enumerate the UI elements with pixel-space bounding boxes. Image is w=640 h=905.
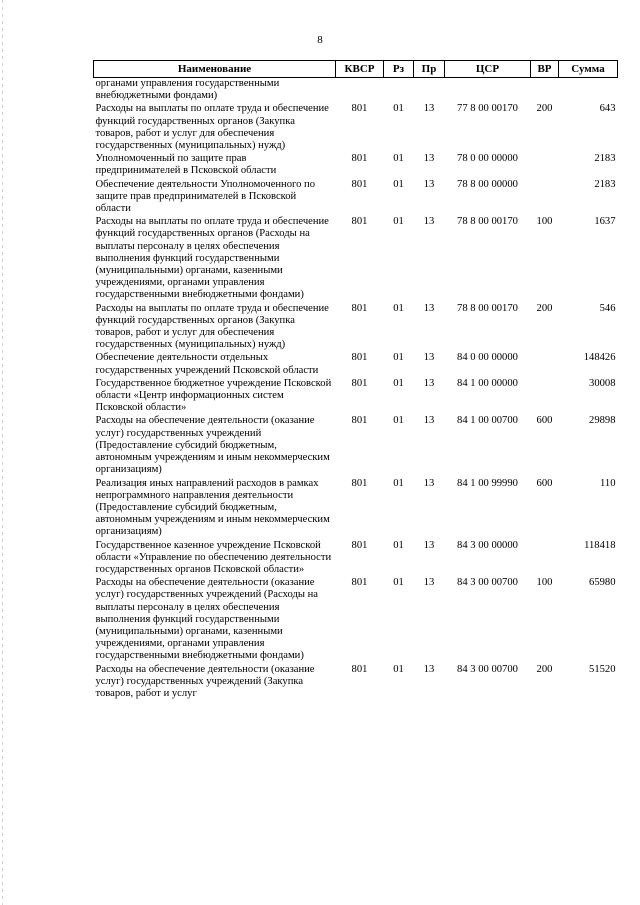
cell-pr: 13 <box>423 352 435 364</box>
cell-name: Расходы на обеспечение деятельности (оказание услуг) государственных учреждений (Расходы на выплаты персоналу в целях обеспечения выполнения функций государственными (муниципальными) органами, казенными учреждениями, органами управления государственными внебюджетными фондами) <box>95 577 318 662</box>
cell-vr <box>531 179 559 217</box>
cell-name: Государственное бюджетное учреждение Псковской области «Центр информационных систем Псковской области» <box>95 377 332 414</box>
cell-sum: 30008 <box>589 377 616 389</box>
cell-csr: 84 3 00 00700 <box>457 663 518 675</box>
header-rz: Рз <box>384 61 414 78</box>
cell-name: Расходы на обеспечение деятельности (оказание услуг) государственных учреждений (Предоставление субсидий бюджетным, автономным учреждениям и иным некоммерческим организациям) <box>95 415 330 476</box>
cell-rz: 01 <box>393 415 404 427</box>
cell-pr <box>414 78 445 104</box>
cell-sum: 1637 <box>594 216 616 228</box>
cell-sum: 148426 <box>583 352 616 364</box>
cell-rz: 01 <box>393 178 404 190</box>
cell-sum: 2183 <box>594 153 616 165</box>
cell-sum: 110 <box>600 477 616 489</box>
cell-csr: 77 8 00 00170 <box>457 103 518 115</box>
cell-csr: 84 1 00 00700 <box>457 415 518 427</box>
cell-kvsr: 801 <box>351 178 368 190</box>
cell-kvsr: 801 <box>351 539 368 551</box>
cell-kvsr <box>336 78 384 104</box>
cell-rz: 01 <box>393 539 404 551</box>
cell-rz: 01 <box>393 302 404 314</box>
cell-name: Государственное казенное учреждение Псковской области «Управление по обеспечению деятельности государственных органов Псковской области» <box>95 539 332 575</box>
table-row <box>94 415 618 477</box>
table-row <box>94 153 618 178</box>
cell-sum: 65980 <box>589 577 616 589</box>
cell-vr: 100 <box>536 216 553 228</box>
cell-csr: 84 0 00 00000 <box>457 352 518 364</box>
table-row <box>94 179 618 217</box>
cell-vr <box>531 378 559 416</box>
cell-pr: 13 <box>423 477 435 489</box>
cell-name: Обеспечение деятельности Уполномоченного по защите прав предпринимателей в Псковской области <box>95 178 316 215</box>
cell-sum <box>559 78 618 104</box>
cell-kvsr: 801 <box>351 302 368 314</box>
cell-kvsr: 801 <box>351 663 368 675</box>
cell-name: Реализация иных направлений расходов в рамках непрограммного направления деятельности (Предоставление субсидий бюджетным, автономным учреждениям и иным некоммерческим организациям) <box>95 477 330 538</box>
cell-vr: 200 <box>536 103 553 115</box>
cell-pr: 13 <box>423 178 435 190</box>
cell-kvsr: 801 <box>351 377 368 389</box>
cell-csr: 78 8 00 00000 <box>457 178 518 190</box>
header-kvsr: КВСР <box>336 61 384 78</box>
header-pr: Пр <box>414 61 445 78</box>
table-row <box>94 78 618 104</box>
table-row <box>94 352 618 377</box>
cell-name: Уполномоченный по защите прав предпринимателей в Псковской области <box>95 153 277 177</box>
table-row <box>94 540 618 578</box>
table-row <box>94 303 618 353</box>
cell-vr <box>531 352 559 377</box>
cell-kvsr: 801 <box>351 352 368 364</box>
cell-rz: 01 <box>393 477 404 489</box>
cell-vr: 600 <box>536 477 553 489</box>
cell-pr: 13 <box>423 577 435 589</box>
cell-name: Расходы на выплаты по оплате труда и обеспечение функций государственных органов (Закупка товаров, работ и услуг для обеспечения государственных (муниципальных) нужд) <box>95 103 329 152</box>
table-row <box>94 577 618 663</box>
cell-rz: 01 <box>393 153 404 165</box>
cell-sum: 29898 <box>589 415 616 427</box>
cell-csr: 78 8 00 00170 <box>457 302 518 314</box>
cell-sum: 118418 <box>584 539 616 551</box>
cell-name: Обеспечение деятельности отдельных государственных учреждений Псковской области <box>95 352 319 376</box>
cell-csr: 84 3 00 00700 <box>457 577 518 589</box>
cell-rz: 01 <box>393 352 404 364</box>
cell-vr <box>531 540 559 578</box>
cell-sum: 546 <box>599 302 616 314</box>
cell-pr: 13 <box>423 103 435 115</box>
cell-vr: 200 <box>536 302 553 314</box>
cell-kvsr: 801 <box>351 477 368 489</box>
cell-sum: 643 <box>599 103 616 115</box>
cell-name: Расходы на обеспечение деятельности (оказание услуг) государственных учреждений (Закупка товаров, работ и услуг <box>95 663 315 699</box>
cell-kvsr: 801 <box>351 577 368 589</box>
cell-kvsr: 801 <box>351 216 368 228</box>
cell-kvsr: 801 <box>351 153 368 165</box>
cell-vr: 600 <box>536 415 553 427</box>
cell-name: органами управления государственными внебюджетными фондами) <box>95 78 280 102</box>
cell-rz: 01 <box>393 103 404 115</box>
cell-csr: 78 8 00 00170 <box>457 216 518 228</box>
cell-rz: 01 <box>393 577 404 589</box>
table-row <box>94 103 618 153</box>
cell-vr <box>531 153 559 178</box>
cell-vr: 100 <box>536 577 553 589</box>
cell-csr: 84 1 00 00000 <box>457 377 518 389</box>
cell-csr: 78 0 00 00000 <box>457 153 518 165</box>
cell-sum: 2183 <box>594 178 616 190</box>
cell-pr: 13 <box>423 377 435 389</box>
header-name: Наименование <box>94 61 336 78</box>
cell-pr: 13 <box>423 302 435 314</box>
cell-name: Расходы на выплаты по оплате труда и обеспечение функций государственных органов (Закупка товаров, работ и услуг для обеспечения государственных (муниципальных) нужд) <box>95 302 329 351</box>
budget-table <box>93 60 618 701</box>
cell-pr: 13 <box>423 663 435 675</box>
cell-pr: 13 <box>423 539 435 551</box>
cell-rz: 01 <box>393 663 404 675</box>
header-vr: ВР <box>531 61 559 78</box>
cell-rz: 01 <box>393 216 404 228</box>
table-body <box>94 78 618 702</box>
table-row <box>94 216 618 302</box>
cell-kvsr: 801 <box>351 415 368 427</box>
cell-kvsr: 801 <box>351 103 368 115</box>
cell-pr: 13 <box>423 216 435 228</box>
cell-pr: 13 <box>423 415 435 427</box>
cell-vr: 200 <box>536 663 553 675</box>
table-row <box>94 478 618 540</box>
header-csr: ЦСР <box>445 61 531 78</box>
page-number: 8 <box>317 34 323 46</box>
cell-name: Расходы на выплаты по оплате труда и обеспечение функций государственных органов (Расходы на выплаты персоналу в целях обеспечения выполнения функций государственными (муниципальными) органами, казенными учреждениями, органами управления государственными внебюджетными фондами) <box>95 216 329 301</box>
table-row <box>94 664 618 702</box>
cell-vr <box>531 78 559 104</box>
table-row <box>94 378 618 416</box>
table-header-row <box>94 61 618 78</box>
cell-rz: 01 <box>393 377 404 389</box>
header-sum: Сумма <box>559 61 618 78</box>
cell-csr <box>445 78 531 104</box>
cell-sum: 51520 <box>589 663 616 675</box>
cell-rz <box>384 78 414 104</box>
cell-csr: 84 3 00 00000 <box>457 539 518 551</box>
scan-edge-artifact <box>2 0 3 905</box>
cell-pr: 13 <box>423 153 435 165</box>
cell-csr: 84 1 00 99990 <box>457 477 518 489</box>
